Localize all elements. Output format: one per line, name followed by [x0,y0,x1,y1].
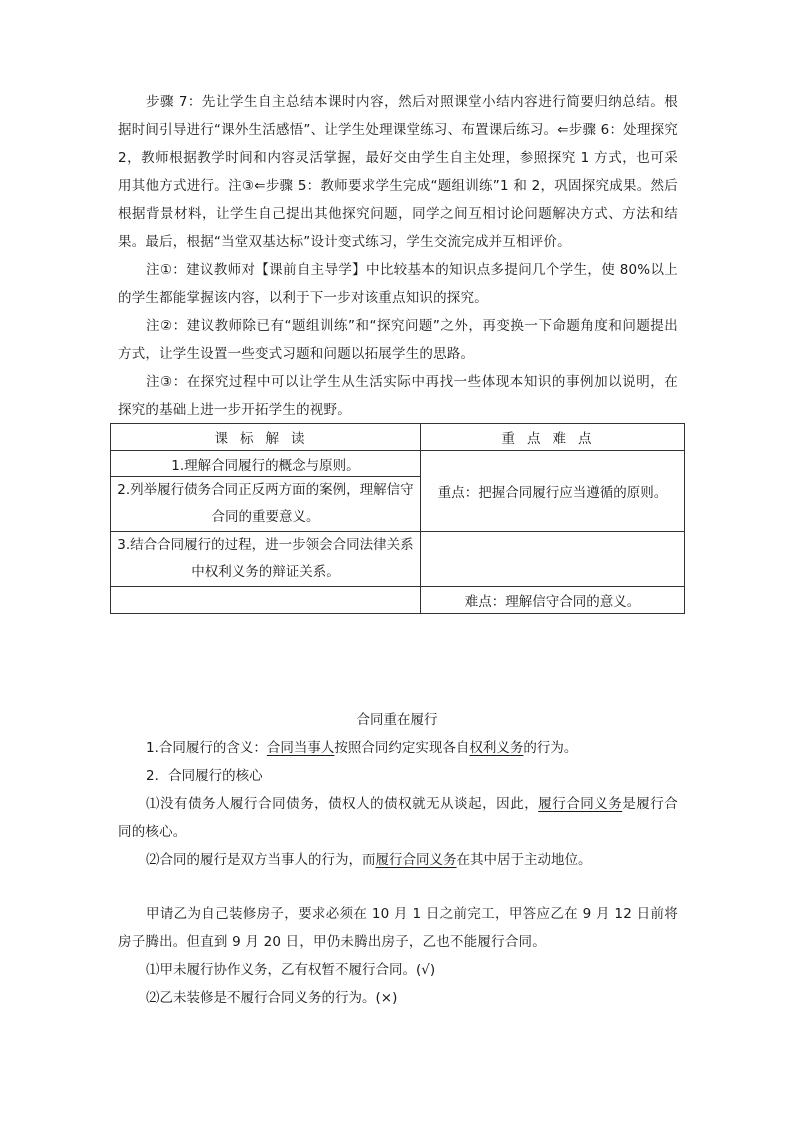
note-3: 注③：在探究过程中可以让学生从生活实际中再找一些体现本知识的事例加以说明，在探究的基础上进一步开拓学生的视野。 [118,374,678,418]
core-point-text: 在其中居于主动地位。 [456,852,592,868]
difficulty-cell: 难点：理解信守合同的意义。 [420,587,684,614]
underlined-term: 合同当事人 [266,740,335,756]
note-1: 注①：建议教师对【课前自主导学】中比较基本的知识点多提问几个学生，使 80%以上的学生都能掌握该内容，以利于下一步对该重点知识的探究。 [118,262,678,306]
focus-cell: 重点：把握合同履行应当遵循的原则。 [420,451,684,532]
core-point-text: ⑵合同的履行是双方当事人的行为，而 [146,852,376,868]
core-heading: 2．合同履行的核心 [146,768,263,784]
intro-paragraph: 步骤 7：先让学生自主总结本课时内容，然后对照课堂小结内容进行简要归纳总结。根据时间引导进行“课外生活感悟”、让学生处理课堂练习、布置课后练习。⇐步骤 6：处理探究 2，教师根据教学时间和内容灵活掌握，最好交由学生自主处理，参照探究 1 方式，也可采用其他方式进行。注③⇐步骤 5：教师要求学生完成“题组训练”1 和 2，巩固探究成果。然后根据背景材料，让学生自己提出其他探究问题，同学之间互相讨论问题解决方式、方法和结果。最后，根据“当堂双基达标”设计变式练习，学生交流完成并互相评价。 [118,94,683,250]
curriculum-table [110,423,685,614]
case-text: 甲请乙为自己装修房子，要求必须在 10 月 1 日之前完工，甲答应乙在 9 月 12 日前将房子腾出。但直到 9 月 20 日，甲仍未腾出房子，乙也不能履行合同。 [118,906,678,950]
table-row [111,451,685,477]
underlined-term: 履行合同义务 [375,852,457,868]
case-question-1: ⑴甲未履行协作义务，乙有权暂不履行合同。(√) [146,962,436,978]
underlined-term: 权利义务 [469,740,524,756]
table-cell: 2.列举履行债务合同正反两方面的案例，理解信守合同的重要意义。 [111,477,421,532]
header-curriculum: 课标解读 [111,424,421,451]
definition-line [146,734,577,762]
core-point-text: 是履行合同的核心。 [118,796,678,840]
case-question-2: ⑵乙未装修是不履行合同义务的行为。(×) [146,990,398,1006]
underlined-term: 履行合同义务 [538,796,623,812]
definition-text: 按照合同约定实现各自 [334,740,470,756]
definition-label: 1.合同履行的含义： [146,740,267,756]
table-row [111,587,685,614]
header-key-points: 重点难点 [420,424,684,451]
table-header-row [111,424,685,451]
empty-cell [111,587,421,614]
definition-text: 的行为。 [523,740,578,756]
table-cell: 3.结合合同履行的过程，进一步领会合同法律关系中权利义务的辩证关系。 [111,532,421,587]
note-2: 注②：建议教师除已有“题组训练”和“探究问题”之外，再变换一下命题角度和问题提出方式，让学生设置一些变式习题和问题以拓展学生的思路。 [118,318,678,362]
core-point-2 [146,846,592,874]
table-cell: 1.理解合同履行的概念与原则。 [111,451,421,477]
empty-cell [420,532,684,587]
table-row [111,532,685,587]
section-title: 合同重在履行 [356,712,438,728]
core-point-text: ⑴没有债务人履行合同债务，债权人的债权就无从谈起，因此， [146,796,539,812]
core-point-1 [118,790,678,846]
